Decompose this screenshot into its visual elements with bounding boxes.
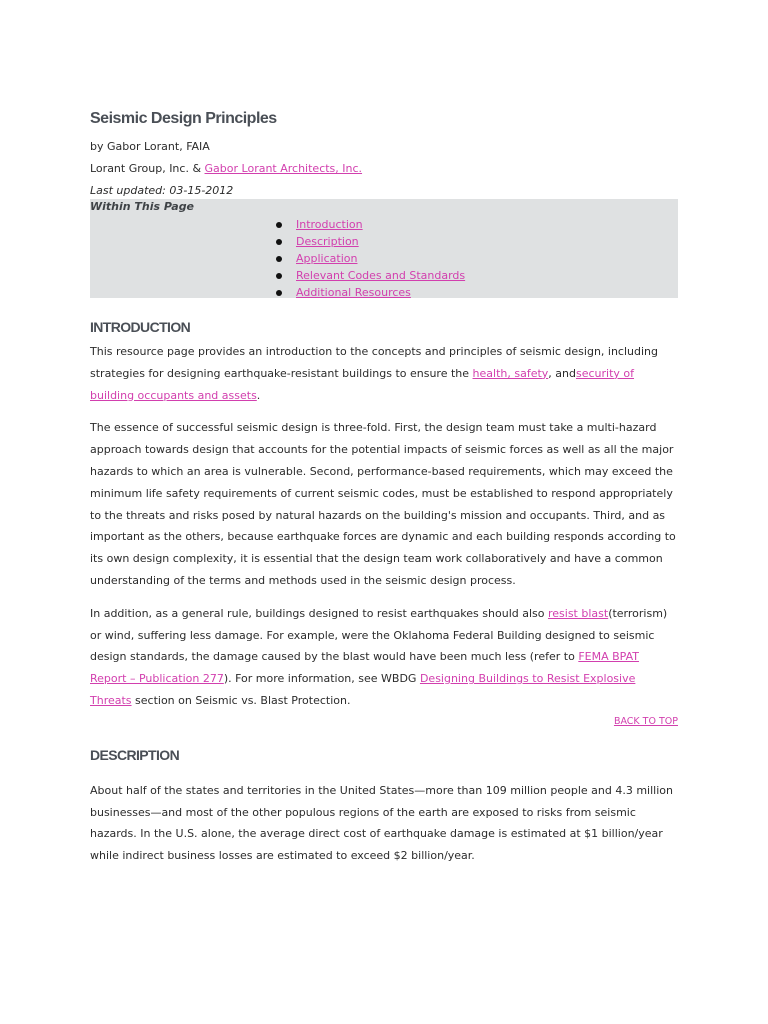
page-title: Seismic Design Principles (90, 110, 277, 127)
toc-link-introduction[interactable]: Introduction (296, 218, 363, 231)
toc-item-codes-standards (276, 267, 465, 284)
description-paragraph-1: About half of the states and territories in the United States—more than 109 million people and 4.3 million businesses—and most of the other populous regions of the earth are exposed to risks from seismic hazards. In the U.S. alone, the average direct cost of earthquake damage is estimated at $1 billion/year while indirect business losses are estimated to exceed $2 billion/year. (90, 783, 673, 863)
last-updated: Last updated: 03-15-2012 (90, 184, 234, 197)
intro-p3-text-1: In addition, as a general rule, buildings designed to resist earthquakes should also (90, 606, 548, 620)
organization-prefix: Lorant Group, Inc. & (90, 162, 205, 175)
toc-item-description (276, 233, 465, 250)
intro-p1-text-2: , and (548, 366, 576, 380)
table-of-contents (90, 199, 678, 298)
resist-blast-link[interactable]: resist blast (547, 606, 609, 620)
bullet-icon (276, 222, 282, 228)
introduction-paragraph-1 (90, 341, 678, 406)
introduction-paragraph-2: The essence of successful seismic design is three-fold. First, the design team must take a multi-hazard approach towards design that accounts for the potential impacts of seismic forces as well as all the major hazards to which an area is vulnerable. Second, performance-based requirements, which may exceed the minimum life safety requirements of current seismic codes, must be established to respond appropriately to the threats and risks posed by natural hazards on the building's mission and occupants. Third, and as important as the others, because earthquake forces are dynamic and each building responds according to its own design complexity, it is essential that the design team work collaboratively and have a common understanding of the terms and methods used in the seismic design process. (90, 421, 676, 587)
toc-list (276, 216, 465, 301)
intro-p1-text-1: This resource page provides an introduction to the concepts and principles of seismic design, including strategies for designing earthquake-resistant buildings to ensure the (90, 345, 659, 380)
bullet-icon (276, 273, 282, 279)
bullet-icon (276, 256, 282, 262)
toc-link-application[interactable]: Application (296, 252, 358, 265)
toc-link-codes-standards[interactable]: Relevant Codes and Standards (296, 269, 466, 282)
intro-p3-text-3: ). For more information, see WBDG (223, 672, 420, 686)
intro-p3-text-2: (terrorism) or wind, suffering less damage. For example, were the Oklahoma Federal Building designed to seismic design standards, the damage caused by the blast would have been much less (refer to (90, 606, 668, 664)
back-to-top-link[interactable]: BACK TO TOP (613, 715, 678, 727)
byline: by Gabor Lorant, FAIA (90, 140, 210, 153)
intro-p1-text-3: . (256, 388, 261, 402)
article (90, 108, 678, 867)
fema-report-link[interactable]: FEMA BPAT Report – Publication 277 (90, 650, 639, 686)
toc-item-application (276, 250, 465, 267)
security-link[interactable]: security of building occupants and assets (90, 366, 635, 402)
organization-line (90, 162, 678, 176)
bullet-icon (276, 239, 282, 245)
back-to-top (90, 716, 678, 728)
toc-link-description[interactable]: Description (296, 235, 359, 248)
health-safety-link[interactable]: health, safety (472, 366, 549, 380)
description-heading: DESCRIPTION (90, 746, 180, 763)
toc-item-introduction (276, 216, 465, 233)
intro-p3-text-4: section on Seismic vs. Blast Protection. (131, 693, 351, 707)
introduction-paragraph-3 (90, 603, 678, 712)
toc-heading: Within This Page (90, 200, 195, 213)
organization-link[interactable]: Gabor Lorant Architects, Inc. (204, 162, 363, 175)
introduction-heading: INTRODUCTION (90, 319, 191, 335)
explosive-threats-link[interactable]: Designing Buildings to Resist Explosive Threats (90, 672, 636, 707)
bullet-icon (276, 290, 282, 296)
toc-link-additional-resources[interactable]: Additional Resources (296, 286, 411, 299)
toc-item-additional-resources (276, 284, 465, 301)
